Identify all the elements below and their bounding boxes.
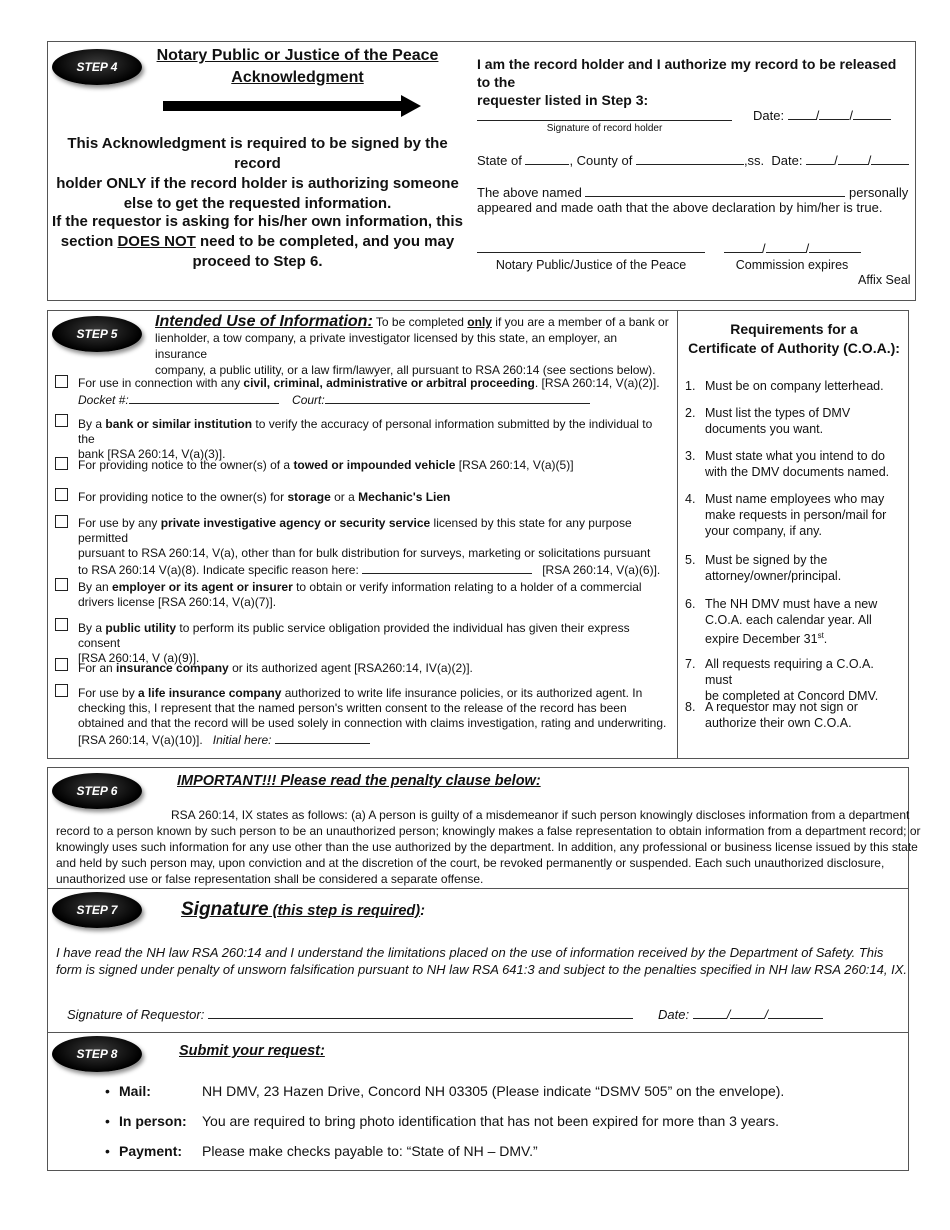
- coa-heading: [680, 320, 908, 358]
- does-not-emphasis: DOES NOT: [117, 233, 196, 250]
- step4-para1-line1: This Acknowledgment is required to be signed by the record: [67, 135, 448, 172]
- coa-heading-line2: Certificate of Authority (C.O.A.):: [688, 340, 900, 356]
- opt0-bold: civil, criminal, administrative or arbitral proceeding: [243, 376, 535, 390]
- record-holder-signature-caption: Signature of record holder: [546, 123, 663, 134]
- opt5-post: to obtain or verify information relating to a holder of a commercial: [292, 580, 642, 594]
- oath-text: appeared and made oath that the above declaration by him/her is true.: [477, 200, 883, 215]
- opt3-pre: For providing notice to the owner(s) for: [78, 490, 288, 504]
- requestor-date-day[interactable]: [730, 1006, 764, 1019]
- step7-badge: STEP 7: [52, 892, 142, 928]
- opt8-post: authorized to write life insurance policies, or its authorized agent. In: [281, 686, 643, 700]
- step4-para2-line3: proceed to Step 6.: [192, 253, 323, 270]
- coa-text: Must list the types of DMV: [705, 406, 851, 420]
- coa-text: documents you want.: [705, 422, 824, 436]
- docket-label: Docket #:: [78, 393, 129, 407]
- court-field[interactable]: [325, 391, 590, 404]
- opt5-pre: By an: [78, 580, 113, 594]
- opt3-bold2: Mechanic's Lien: [358, 490, 451, 504]
- step5-divider: [677, 310, 678, 759]
- required-note: (this step is required): [268, 903, 421, 919]
- coa-text: attorney/owner/principal.: [705, 569, 842, 583]
- step4-para2-part-a: section: [60, 233, 118, 250]
- coa-period: .: [823, 632, 828, 647]
- opt4-bold: private investigative agency or security service: [160, 516, 431, 530]
- opt1-post: to verify the accuracy of personal information submitted by the individual to the: [78, 417, 653, 446]
- checkbox-storage-lien[interactable]: [55, 488, 68, 501]
- statement-line2: form is signed under penalty of unsworn falsification pursuant to NH law RSA 641:3 and subject to the penalties specified in NH law RSA 260:14, IX.: [56, 962, 907, 977]
- opt4-post: licensed by this state for any purpose permitted: [78, 516, 632, 545]
- coa-item-3: [685, 448, 900, 480]
- coa-item-4: [685, 491, 900, 539]
- coa-text: with the DMV documents named.: [705, 465, 890, 479]
- docket-field[interactable]: [129, 391, 279, 404]
- opt4-pre: For use by any: [78, 516, 161, 530]
- step8-heading: Submit your request:: [179, 1043, 325, 1059]
- state-of-label: State of: [477, 153, 522, 168]
- record-holder-date: Date: / /: [753, 107, 891, 123]
- opt0-pre: For use in connection with any: [78, 376, 244, 390]
- penalty-line5: unauthorized use or false representation shall be considered a separate offense.: [56, 872, 484, 886]
- checkbox-private-investigator[interactable]: [55, 515, 68, 528]
- coa-text: be completed at Concord DMV.: [705, 689, 879, 703]
- option-insurance-company: [78, 661, 668, 676]
- requestor-date: Date: / /: [658, 1006, 823, 1022]
- mail-value: NH DMV, 23 Hazen Drive, Concord NH 03305 (Please indicate “DSMV 505” on the envelope).: [202, 1083, 785, 1099]
- coa-item-7: [685, 656, 900, 704]
- only-emphasis: only: [467, 315, 492, 329]
- coa-num: 4.: [685, 492, 696, 506]
- mail-label: Mail:: [119, 1083, 151, 1099]
- specific-reason-field[interactable]: [362, 561, 532, 574]
- life-line4: [RSA 260:14, V(a)(10)].: [78, 733, 203, 747]
- opt8-pre: For use by: [78, 686, 139, 700]
- opt8-bold: a life insurance company: [138, 686, 282, 700]
- util-line2: [RSA 260:14, V (a)(9)].: [78, 651, 200, 665]
- date-month-field[interactable]: [788, 107, 816, 120]
- checkbox-employer[interactable]: [55, 578, 68, 591]
- affix-seal-label: Affix Seal: [858, 273, 911, 287]
- notary-date-day-field[interactable]: [838, 152, 868, 165]
- record-holder-authorization: [477, 55, 907, 109]
- opt2-pre: For providing notice to the owner(s) of a: [78, 458, 294, 472]
- checkbox-public-utility[interactable]: [55, 618, 68, 631]
- checkbox-insurance-company[interactable]: [55, 658, 68, 671]
- above-named-line: [477, 184, 908, 200]
- coa-num: 5.: [685, 553, 696, 567]
- coa-item-1: [685, 378, 900, 394]
- step8-badge: STEP 8: [52, 1036, 142, 1072]
- coa-text: Must name employees who may: [705, 492, 885, 506]
- penalty-line4: and held by such person may, upon conviction and at the discretion of the court, be revoked permanently or suspended. Each such unauthorized disclosure,: [56, 856, 885, 870]
- statement-line1: I have read the NH law RSA 260:14 and I understand the limitations placed on the use of information received by the Department of Safety. This: [56, 945, 884, 960]
- option-legal-proceeding: [78, 376, 668, 408]
- step7-heading: [181, 899, 425, 921]
- life-line3: obtained and that the record will be used solely in connection with claims investigation, rating and underwriting.: [78, 716, 667, 730]
- coa-text: expire December 31: [705, 632, 818, 647]
- intro-line3: company, a public utility, or a law firm/lawyer, all pursuant to RSA 260:14 (see sections below).: [155, 363, 656, 377]
- requestor-statement: [56, 944, 906, 978]
- coa-item-6: [685, 596, 900, 647]
- opt1-pre: By a: [78, 417, 106, 431]
- step7-8-divider: [47, 1032, 909, 1033]
- ss-label: ,ss.: [743, 153, 765, 168]
- coa-num: 1.: [685, 379, 696, 393]
- signature-heading: Signature: [181, 899, 269, 920]
- payment-label: Payment:: [119, 1143, 183, 1159]
- step4-title-line2: Acknowledgment: [231, 69, 364, 86]
- commission-day-field[interactable]: [766, 240, 806, 253]
- opt7-pre: For an: [78, 661, 117, 675]
- date-day-field[interactable]: [819, 107, 849, 120]
- requestor-date-year[interactable]: [768, 1006, 823, 1019]
- option-private-investigator: [78, 516, 668, 578]
- notary-date-month-field[interactable]: [806, 152, 834, 165]
- in-person-value: You are required to bring photo identification that has not been expired for more than 3 years.: [202, 1113, 779, 1129]
- notary-date-label: Date:: [771, 153, 803, 168]
- coa-text: make requests in person/mail for: [705, 508, 887, 522]
- coa-text: C.O.A. each calendar year. All: [705, 613, 872, 627]
- requestor-date-label: Date:: [658, 1007, 690, 1022]
- checkbox-bank[interactable]: [55, 414, 68, 427]
- heading-colon: :: [420, 903, 425, 919]
- step4-para1-line3: else to get the requested information.: [123, 195, 392, 212]
- coa-text: your company, if any.: [705, 524, 822, 538]
- option-employer: [78, 580, 668, 610]
- step4-required-paragraph: [50, 134, 465, 214]
- coa-num: 3.: [685, 449, 696, 463]
- option-storage-lien: [78, 490, 668, 505]
- initial-here-label: Initial here:: [212, 733, 272, 747]
- county-field[interactable]: [636, 152, 744, 165]
- coa-text: Must be on company letterhead.: [705, 379, 884, 393]
- intended-use-heading: Intended Use of Information:: [155, 313, 373, 330]
- bullet-icon: •: [105, 1113, 110, 1129]
- life-line2: checking this, I represent that the named person's written consent to the release of the record has been: [78, 701, 627, 715]
- coa-item-5: [685, 552, 900, 584]
- coa-superscript: st: [817, 631, 824, 640]
- intro-part-a: To be completed: [372, 315, 468, 329]
- coa-item-8: [685, 699, 900, 731]
- step6-heading: IMPORTANT!!! Please read the penalty clause below:: [177, 773, 541, 789]
- opt7-bold: insurance company: [116, 661, 229, 675]
- notary-date-year-field[interactable]: [871, 152, 909, 165]
- step5-badge: STEP 5: [52, 316, 142, 352]
- above-named-label: The above named: [477, 185, 582, 200]
- requestor-date-month[interactable]: [693, 1006, 727, 1019]
- option-life-insurance: [78, 686, 668, 748]
- penalty-line2: record to a person known by such person to be an unauthorized person; knowingly makes a false representation to obtain information from a department record; or: [56, 824, 921, 838]
- date-label: Date:: [753, 108, 785, 123]
- above-named-field[interactable]: [585, 184, 845, 197]
- court-label: Court:: [292, 393, 325, 407]
- emp-line2: drivers license [RSA 260:14, V(a)(7)].: [78, 595, 277, 609]
- commission-year-field[interactable]: [809, 240, 861, 253]
- step4-own-info-paragraph: [50, 212, 465, 272]
- bank-line2: bank [RSA 260:14, V(a)(3)].: [78, 447, 226, 461]
- payment-value: Please make checks payable to: “State of NH – DMV.”: [202, 1143, 538, 1159]
- coa-text: A requestor may not sign or: [705, 700, 858, 714]
- coa-text: Must state what you intend to do: [705, 449, 885, 463]
- notary-caption: Notary Public/Justice of the Peace: [495, 258, 687, 272]
- authorization-line2: requester listed in Step 3:: [477, 92, 649, 108]
- pi-line3a: to RSA 260:14 V(a)(8). Indicate specific reason here:: [78, 563, 359, 577]
- arrow-right-icon: [163, 95, 421, 117]
- authorization-line1: I am the record holder and I authorize my record to be released to the: [477, 56, 897, 90]
- step6-badge: STEP 6: [52, 773, 142, 809]
- coa-num: 2.: [685, 406, 696, 420]
- coa-text: The NH DMV must have a new: [705, 597, 878, 611]
- intro-part-b: if you are a member of a bank or: [491, 315, 669, 329]
- option-bank: [78, 417, 668, 462]
- penalty-line3: knowingly uses such information for any use other than the use authorized by the department. In addition, any professional or business license issued by this state: [56, 840, 918, 854]
- step6-7-divider: [47, 888, 909, 889]
- opt3-mid: or a: [330, 490, 359, 504]
- penalty-clause: [56, 807, 921, 887]
- opt7-post: or its authorized agent [RSA260:14, IV(a)(2)].: [228, 661, 473, 675]
- coa-num: 8.: [685, 700, 696, 714]
- step5-intro: [155, 314, 670, 378]
- coa-text: All requests requiring a C.O.A. must: [705, 657, 874, 687]
- commission-month-field[interactable]: [724, 240, 762, 253]
- opt0-post: . [RSA 260:14, V(a)(2)].: [534, 376, 660, 390]
- opt1-bold: bank or similar institution: [105, 417, 253, 431]
- state-field[interactable]: [525, 152, 569, 165]
- step4-badge: STEP 4: [52, 49, 142, 85]
- coa-num: 7.: [685, 657, 696, 671]
- checkbox-legal-proceeding[interactable]: [55, 375, 68, 388]
- coa-heading-line1: Requirements for a: [730, 321, 858, 337]
- notary-venue-line: State of , County of ,ss. Date: / /: [477, 152, 909, 168]
- record-holder-signature-line[interactable]: [477, 120, 732, 121]
- commission-caption: Commission expires: [735, 258, 849, 272]
- step4-para2-line1: If the requestor is asking for his/her own information, this: [52, 213, 463, 230]
- personally-label: personally: [849, 185, 909, 200]
- option-towed-vehicle: [78, 458, 668, 473]
- step4-para1-line2: holder ONLY if the record holder is authorizing someone: [56, 175, 459, 192]
- opt5-bold: employer or its agent or insurer: [112, 580, 293, 594]
- pi-line3b: [RSA 260:14, V(a)(6)].: [542, 563, 661, 577]
- step4-title-line1: Notary Public or Justice of the Peace: [156, 47, 439, 64]
- coa-item-2: [685, 405, 900, 437]
- option-public-utility: [78, 621, 668, 666]
- commission-expires-date: / /: [724, 240, 861, 256]
- bullet-icon: •: [105, 1143, 110, 1159]
- date-year-field[interactable]: [853, 107, 891, 120]
- opt2-post: [RSA 260:14, V(a)(5)]: [455, 458, 574, 472]
- checkbox-towed-vehicle[interactable]: [55, 457, 68, 470]
- notary-signature-line[interactable]: [477, 252, 705, 253]
- opt6-bold: public utility: [105, 621, 177, 635]
- opt6-post: to perform its public service obligation provided the individual has given their express consent: [78, 621, 630, 650]
- coa-num: 6.: [685, 597, 696, 611]
- opt3-bold: storage: [287, 490, 331, 504]
- requestor-signature-row: [67, 1006, 633, 1022]
- coa-text: Must be signed by the: [705, 553, 828, 567]
- in-person-label: In person:: [119, 1113, 187, 1129]
- pi-line2: pursuant to RSA 260:14, V(a), other than for bulk distribution for surveys, marketing or solicitations pursuant: [78, 546, 651, 560]
- checkbox-life-insurance[interactable]: [55, 684, 68, 697]
- initial-here-field[interactable]: [275, 731, 370, 744]
- requestor-signature-field[interactable]: [208, 1006, 633, 1019]
- penalty-line1: RSA 260:14, IX states as follows: (a) A person is guilty of a misdemeanor if such person knowingly discloses information from a department: [171, 808, 910, 822]
- county-of-label: , County of: [569, 153, 633, 168]
- intro-line2: lienholder, a tow company, a private investigator licensed by this state, an employer, an insurance: [155, 331, 618, 361]
- bullet-icon: •: [105, 1083, 110, 1099]
- step4-para2-part-c: need to be completed, and you may: [195, 233, 455, 250]
- coa-text: authorize their own C.O.A.: [705, 716, 852, 730]
- opt6-pre: By a: [78, 621, 106, 635]
- opt2-bold: towed or impounded vehicle: [293, 458, 456, 472]
- requestor-signature-label: Signature of Requestor:: [67, 1007, 205, 1022]
